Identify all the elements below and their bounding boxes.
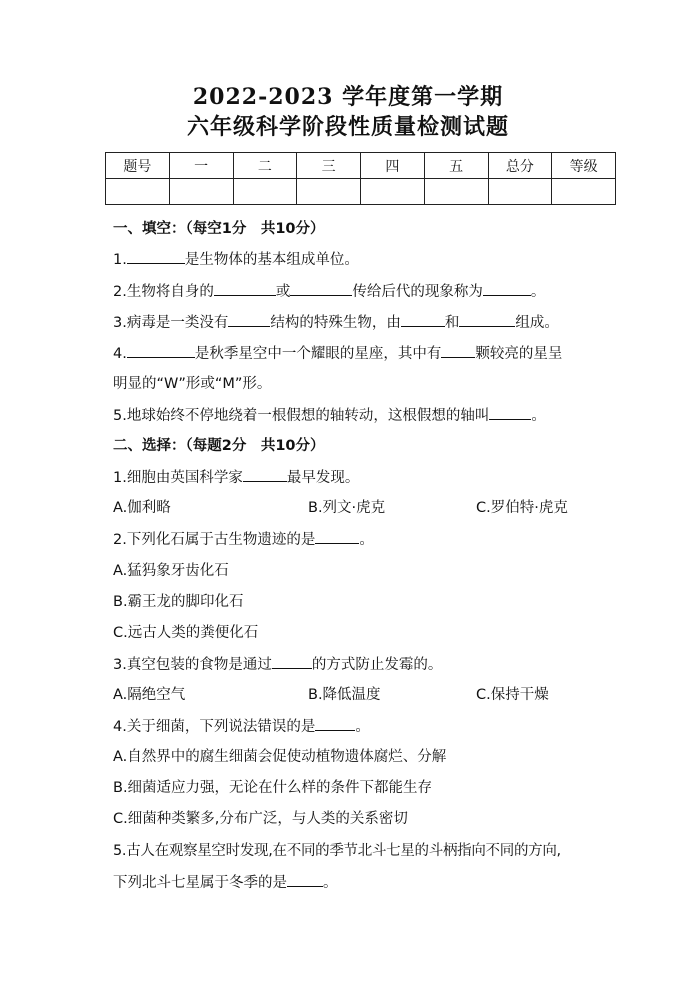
- score-header-cell: 五: [424, 153, 488, 179]
- answer-blank[interactable]: [243, 467, 287, 482]
- score-table-header-row: [106, 153, 616, 179]
- choice-question-2: 2.下列化石属于古生物遗迹的是 。: [113, 529, 633, 550]
- answer-blank[interactable]: [290, 281, 352, 296]
- fill-question-5: 5.地球始终不停地绕着一根假想的轴转动，这根假想的轴叫 。: [113, 405, 633, 426]
- score-entry-cell[interactable]: [106, 179, 170, 205]
- score-header-cell: 一: [169, 153, 233, 179]
- score-entry-cell[interactable]: [233, 179, 297, 205]
- choice-question-4: 4.关于细菌，下列说法错误的是 。: [113, 716, 633, 737]
- option-a[interactable]: A.伽利略: [113, 500, 171, 516]
- answer-blank[interactable]: [441, 343, 475, 358]
- choice-question-1: 1.细胞由英国科学家 最早发现。: [113, 467, 633, 488]
- answer-blank[interactable]: [127, 343, 195, 358]
- choice-question-3: 3.真空包装的食物是通过 的方式防止发霉的。: [113, 654, 633, 675]
- option-c[interactable]: C.罗伯特·虎克: [476, 500, 568, 516]
- score-header-cell: 四: [361, 153, 425, 179]
- answer-blank[interactable]: [214, 281, 276, 296]
- answer-blank[interactable]: [127, 249, 185, 264]
- option-a[interactable]: A.自然界中的腐生细菌会促使动植物遗体腐烂、分解: [113, 749, 447, 765]
- answer-blank[interactable]: [401, 312, 445, 327]
- score-header-cell: 二: [233, 153, 297, 179]
- score-table-entry-row: [106, 179, 616, 205]
- option-a[interactable]: A.猛犸象牙齿化石: [113, 563, 229, 579]
- score-header-cell: 总分: [488, 153, 552, 179]
- fill-question-3: 3.病毒是一类没有 结构的特殊生物，由 和 组成。: [113, 312, 633, 333]
- option-b[interactable]: B.列文·虎克: [308, 500, 386, 516]
- score-entry-cell[interactable]: [169, 179, 233, 205]
- answer-blank[interactable]: [315, 716, 355, 731]
- score-entry-cell[interactable]: [552, 179, 616, 205]
- answer-blank[interactable]: [315, 529, 359, 544]
- option-b[interactable]: B.细菌适应力强，无论在什么样的条件下都能生存: [113, 780, 433, 796]
- option-c[interactable]: C.细菌种类繁多,分布广泛，与人类的关系密切: [113, 811, 408, 827]
- score-entry-cell[interactable]: [424, 179, 488, 205]
- fill-question-4-line2: 明显的“W”形或“M”形。: [113, 376, 272, 392]
- section2-heading: 二、选择：（每题2分 共10分）: [113, 438, 325, 454]
- answer-blank[interactable]: [489, 405, 531, 420]
- choice-question-5-line2: 下列北斗七星属于冬季的是 。: [113, 872, 633, 893]
- score-header-cell: 等级: [552, 153, 616, 179]
- section1-heading: 一、填空：（每空1分 共10分）: [113, 221, 325, 237]
- score-entry-cell[interactable]: [488, 179, 552, 205]
- score-entry-cell[interactable]: [297, 179, 361, 205]
- answer-blank[interactable]: [459, 312, 515, 327]
- title-line-2: 六年级科学阶段性质量检测试题: [186, 114, 509, 140]
- fill-question-4: 4. 是秋季星空中一个耀眼的星座，其中有 颗较亮的星呈: [113, 343, 633, 364]
- answer-blank[interactable]: [287, 872, 323, 887]
- option-b[interactable]: B.降低温度: [308, 687, 381, 703]
- answer-blank[interactable]: [272, 654, 312, 669]
- answer-blank[interactable]: [228, 312, 270, 327]
- fill-question-2: 2.生物将自身的 或 传给后代的现象称为 。: [113, 281, 633, 302]
- score-header-cell: 题号: [106, 153, 170, 179]
- choice-question-5: 5.古人在观察星空时发现,在不同的季节北斗七星的斗柄指向不同的方向,: [113, 843, 561, 859]
- option-c[interactable]: C.保持干燥: [476, 687, 549, 703]
- score-entry-cell[interactable]: [361, 179, 425, 205]
- score-header-cell: 三: [297, 153, 361, 179]
- title-line-1: 2022-2023 学年度第一学期: [192, 84, 504, 110]
- score-table: [105, 152, 616, 205]
- answer-blank[interactable]: [483, 281, 531, 296]
- option-a[interactable]: A.隔绝空气: [113, 687, 186, 703]
- option-c[interactable]: C.远古人类的粪便化石: [113, 625, 259, 641]
- fill-question-1: 1. 是生物体的基本组成单位。: [113, 249, 633, 270]
- option-b[interactable]: B.霸王龙的脚印化石: [113, 594, 244, 610]
